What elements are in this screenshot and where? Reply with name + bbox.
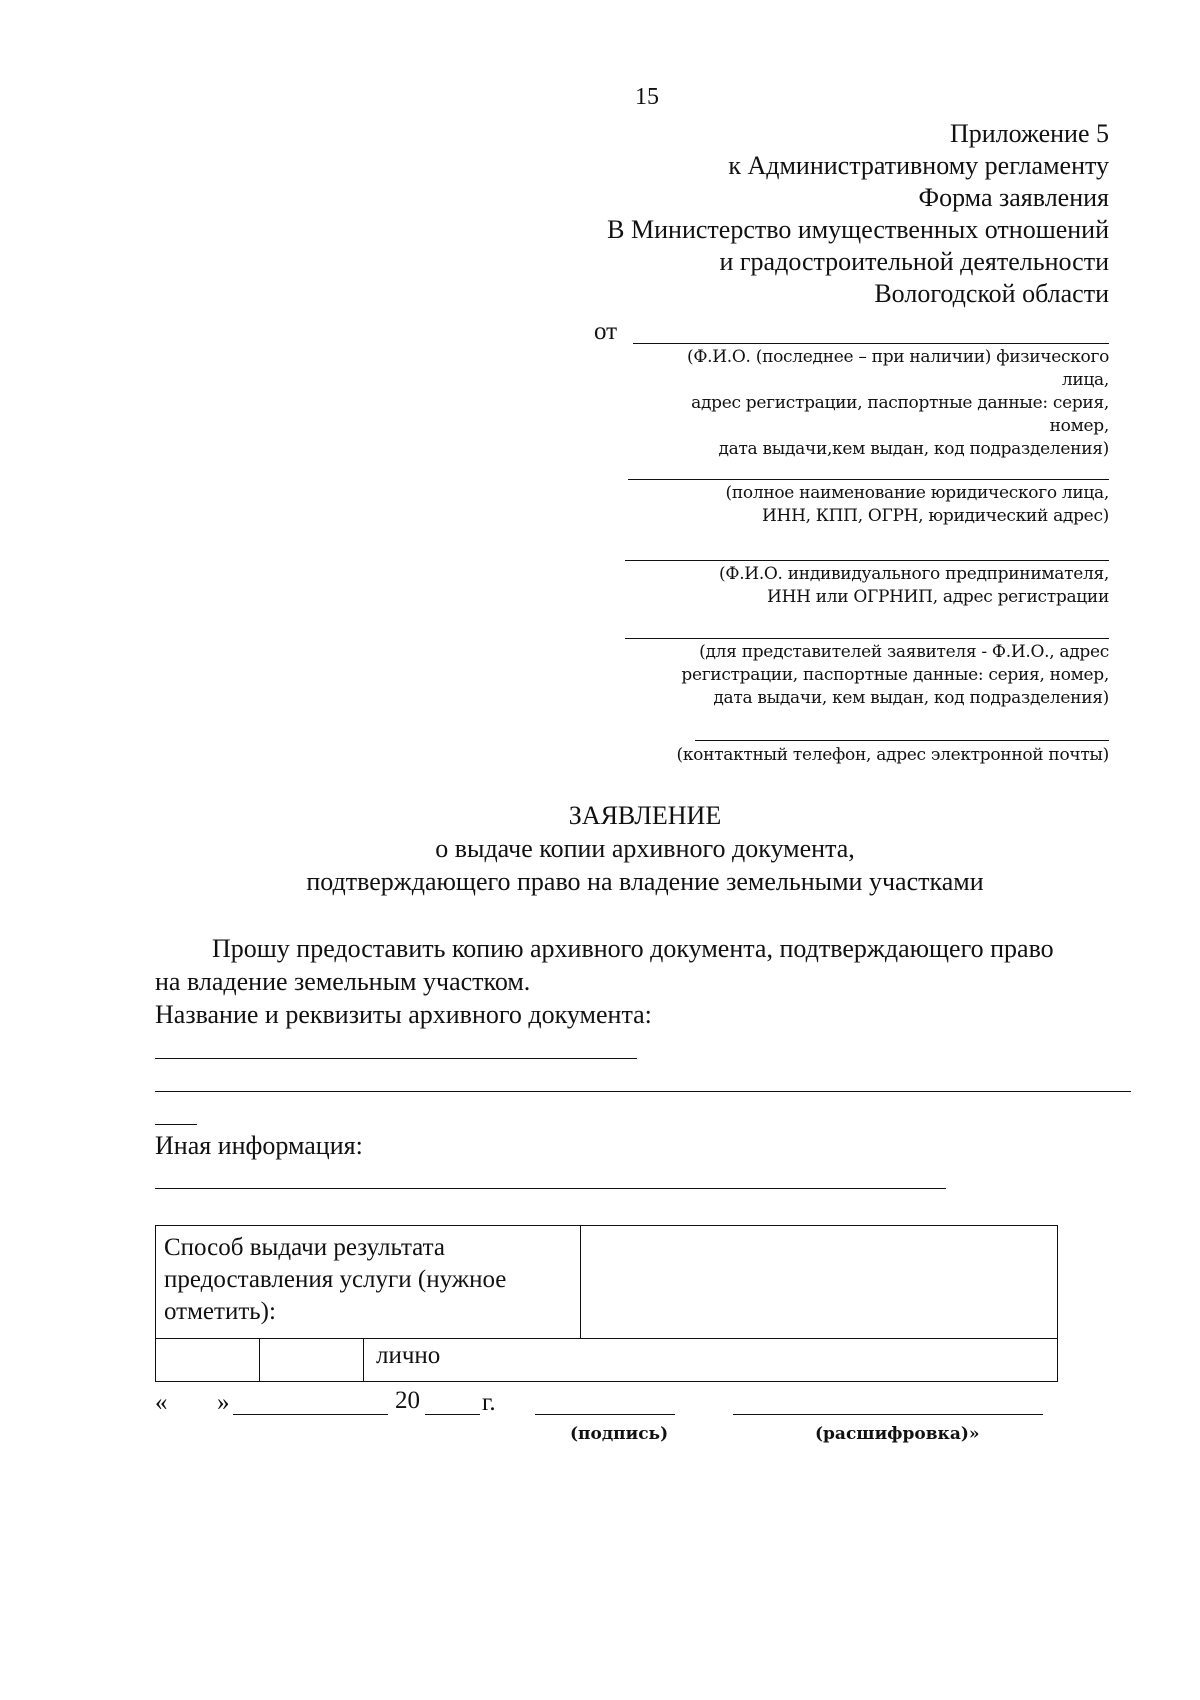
note-entrepreneur-2: ИНН или ОГРНИП, адрес регистрации	[767, 587, 1109, 607]
signature-label: (подпись)	[570, 1424, 669, 1444]
applicant-entrepreneur-field[interactable]	[625, 560, 1109, 561]
note-contact: (контактный телефон, адрес электронной почты)	[676, 745, 1109, 765]
note-representative-1: (для представителей заявителя - Ф.И.О., адрес	[699, 642, 1109, 662]
date-quote-close: »	[217, 1389, 230, 1416]
note-individual-5: дата выдачи,кем выдан, код подразделения)	[718, 439, 1109, 459]
document-subtitle-2: подтверждающего право на владение земельными участками	[306, 867, 984, 896]
delivery-method-label-cell	[156, 1226, 581, 1339]
applicant-individual-field[interactable]	[633, 343, 1109, 344]
request-text-line-1: Прошу предоставить копию архивного документа, подтверждающего право	[212, 934, 1054, 963]
delivery-option-personal-label: лично	[376, 1342, 441, 1369]
note-entrepreneur-1: (Ф.И.О. индивидуального предпринимателя,	[719, 564, 1109, 584]
date-year-field[interactable]	[425, 1414, 480, 1415]
delivery-method-label-2: предоставления услуги (нужное	[164, 1266, 507, 1293]
date-quote-open: «	[155, 1389, 168, 1416]
note-representative-2: регистрации, паспортные данные: серия, номер,	[681, 665, 1109, 685]
applicant-legal-field[interactable]	[628, 479, 1109, 480]
note-individual-2: лица,	[1061, 370, 1109, 390]
header-region: Вологодской области	[874, 279, 1109, 308]
date-year-suffix: г.	[482, 1389, 496, 1416]
note-legal-2: ИНН, КПП, ОГРН, юридический адрес)	[762, 506, 1109, 526]
from-label: от	[594, 318, 618, 345]
note-representative-3: дата выдачи, кем выдан, код подразделения)	[713, 688, 1109, 708]
date-year-prefix: 20	[395, 1387, 420, 1414]
note-legal-1: (полное наименование юридического лица,	[725, 483, 1109, 503]
document-details-field-3[interactable]	[155, 1124, 197, 1125]
document-details-field-1[interactable]	[155, 1058, 637, 1059]
delivery-method-table	[155, 1225, 1058, 1382]
delivery-method-value-cell[interactable]	[581, 1226, 1058, 1339]
page-number: 15	[635, 84, 659, 110]
delivery-method-label-1: Способ выдачи результата	[164, 1234, 445, 1261]
delivery-option-personal	[364, 1339, 1058, 1382]
delivery-method-label-3: отметить):	[164, 1298, 276, 1325]
other-info-field[interactable]	[155, 1188, 946, 1189]
request-text-line-2: на владение земельным участком.	[155, 967, 531, 996]
header-ministry-2: и градостроительной деятельности	[719, 247, 1109, 276]
applicant-representative-field[interactable]	[625, 638, 1109, 639]
other-info-label: Иная информация:	[155, 1131, 363, 1160]
signature-decoding-label: (расшифровка)»	[815, 1424, 980, 1444]
note-individual-1: (Ф.И.О. (последнее – при наличии) физического	[687, 347, 1109, 367]
contact-field[interactable]	[695, 740, 1109, 741]
document-title: ЗАЯВЛЕНИЕ	[568, 801, 722, 830]
note-individual-4: номер,	[1049, 416, 1109, 436]
header-ministry-1: В Министерство имущественных отношений	[607, 215, 1109, 244]
signature-field[interactable]	[535, 1414, 675, 1415]
document-details-label: Название и реквизиты архивного документа:	[155, 1000, 652, 1029]
date-day-month-field[interactable]	[233, 1414, 388, 1415]
header-appendix: Приложение 5	[949, 119, 1109, 148]
delivery-checkbox-cell-1[interactable]	[156, 1339, 260, 1382]
document-subtitle-1: о выдаче копии архивного документа,	[435, 834, 855, 863]
delivery-checkbox-cell-2[interactable]	[260, 1339, 364, 1382]
document-details-field-2[interactable]	[155, 1091, 1131, 1092]
header-regulation: к Административному регламенту	[728, 151, 1109, 180]
signature-decoding-field[interactable]	[733, 1414, 1043, 1415]
header-form: Форма заявления	[918, 183, 1109, 212]
note-individual-3: адрес регистрации, паспортные данные: серия,	[691, 393, 1109, 413]
